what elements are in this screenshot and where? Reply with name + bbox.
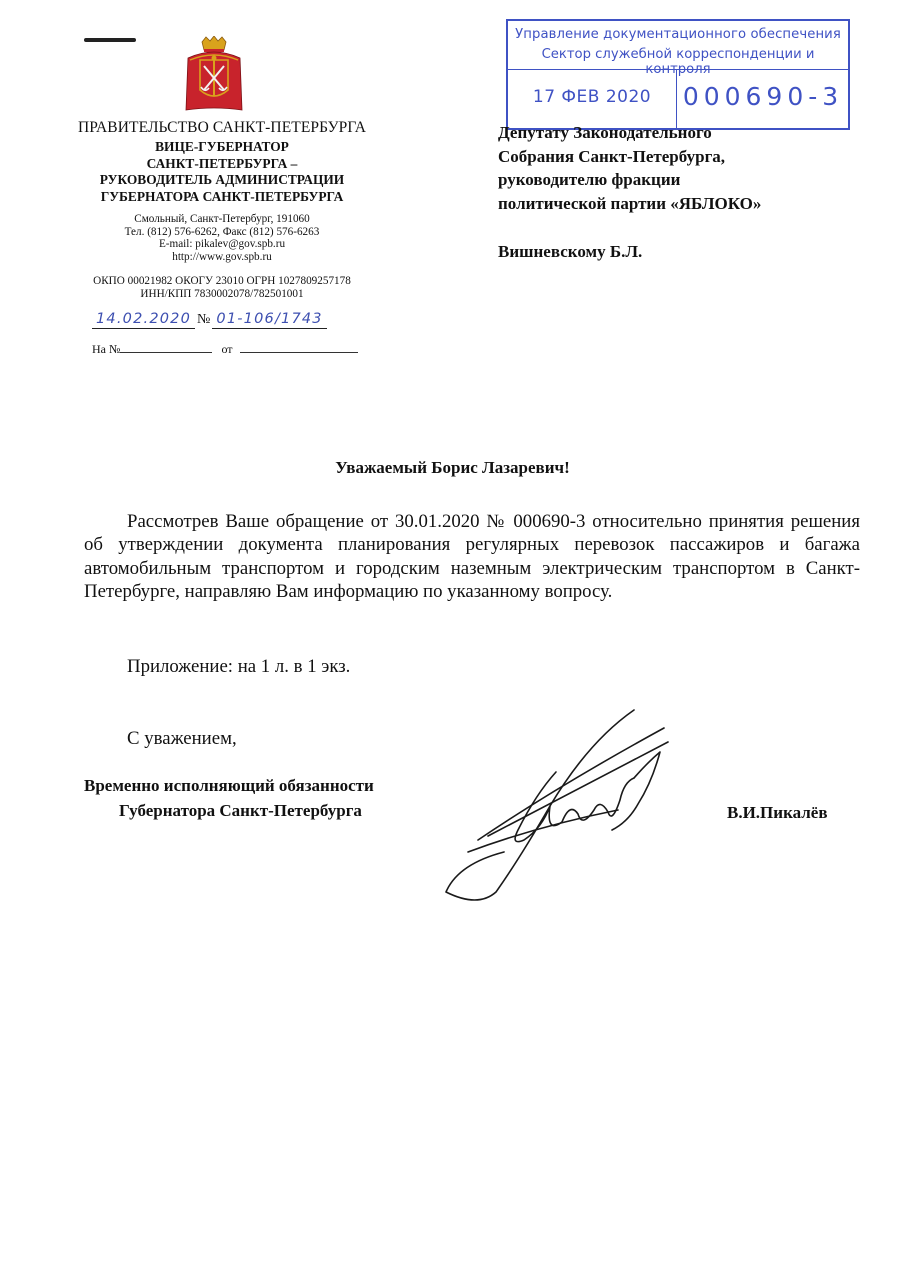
number-sign: №	[197, 312, 211, 327]
contact-block	[62, 213, 382, 263]
stamp-number: 000690-3	[682, 82, 844, 111]
codes-line: ОКПО 00021982 ОКОГУ 23010 ОГРН 1027809257178	[93, 275, 351, 287]
outgoing-number: 01-106/1743	[212, 311, 326, 329]
outgoing-reference	[92, 311, 327, 333]
closing: С уважением,	[127, 728, 237, 749]
stamp-date: 17 ФЕВ 2020	[532, 87, 652, 107]
letter-body: Рассмотрев Ваше обращение от 30.01.2020 № 000690-3 относительно принятия решения об утверждении документа планирования регулярных перевозок пассажиров и багажа автомобильным транспортом и городским наземным электрическим транспортом в Санкт-Петербурге, направляю Вам информацию по указанному вопросу.	[84, 511, 860, 603]
ref-from-label: от	[221, 342, 233, 356]
reply-reference-line	[92, 340, 358, 357]
addressee-line: руководителю фракции	[498, 170, 681, 189]
official-title-line: САНКТ-ПЕТЕРБУРГА –	[146, 155, 298, 171]
codes-line: ИНН/КПП 7830002078/782501001	[140, 287, 304, 300]
registration-codes	[62, 275, 382, 300]
signatory-title-line-1: Временно исполняющий обязанности	[84, 776, 374, 795]
corner-mark	[84, 38, 136, 42]
stamp-divider	[508, 69, 848, 70]
ref-label: На №	[92, 342, 121, 356]
phone-fax: Тел. (812) 576-6262, Факс (812) 576-6263	[124, 225, 320, 238]
handwritten-signature	[438, 702, 698, 908]
website: http://www.gov.spb.ru	[172, 250, 272, 263]
addressee-line: Собрания Санкт-Петербурга,	[498, 146, 726, 166]
signatory-name: В.И.Пикалёв	[727, 803, 828, 822]
stamp-line-2: Сектор служебной корреспонденции и контроля	[541, 47, 815, 77]
signatory-title-line-2: Губернатора Санкт-Петербурга	[119, 801, 362, 820]
email: E-mail: pikalev@gov.spb.ru	[158, 238, 286, 251]
registration-stamp	[506, 19, 850, 130]
ref-number-blank	[120, 340, 212, 353]
attachment-note: Приложение: на 1 л. в 1 экз.	[127, 656, 351, 677]
official-title-line: РУКОВОДИТЕЛЬ АДМИНИСТРАЦИИ	[99, 172, 345, 187]
address: Смольный, Санкт-Петербург, 191060	[134, 213, 310, 225]
coat-of-arms-icon	[184, 36, 244, 114]
addressee-line: политической партии «ЯБЛОКО»	[498, 193, 762, 213]
official-title-line: ВИЦЕ-ГУБЕРНАТОР	[155, 139, 289, 154]
addressee	[498, 121, 858, 215]
greeting: Уважаемый Борис Лазаревич!	[335, 458, 570, 477]
outgoing-date: 14.02.2020	[92, 311, 195, 329]
addressee-line: Депутату Законодательного	[498, 123, 712, 142]
addressee-name: Вишневскому Б.Л.	[498, 242, 643, 261]
organization-name: ПРАВИТЕЛЬСТВО САНКТ-ПЕТЕРБУРГА	[77, 119, 367, 136]
official-title-line: ГУБЕРНАТОРА САНКТ-ПЕТЕРБУРГА	[100, 188, 344, 204]
ref-date-blank	[240, 340, 358, 353]
stamp-divider	[676, 69, 677, 128]
stamp-line-1: Управление документационного обеспечения	[515, 27, 841, 42]
official-title	[62, 139, 382, 205]
